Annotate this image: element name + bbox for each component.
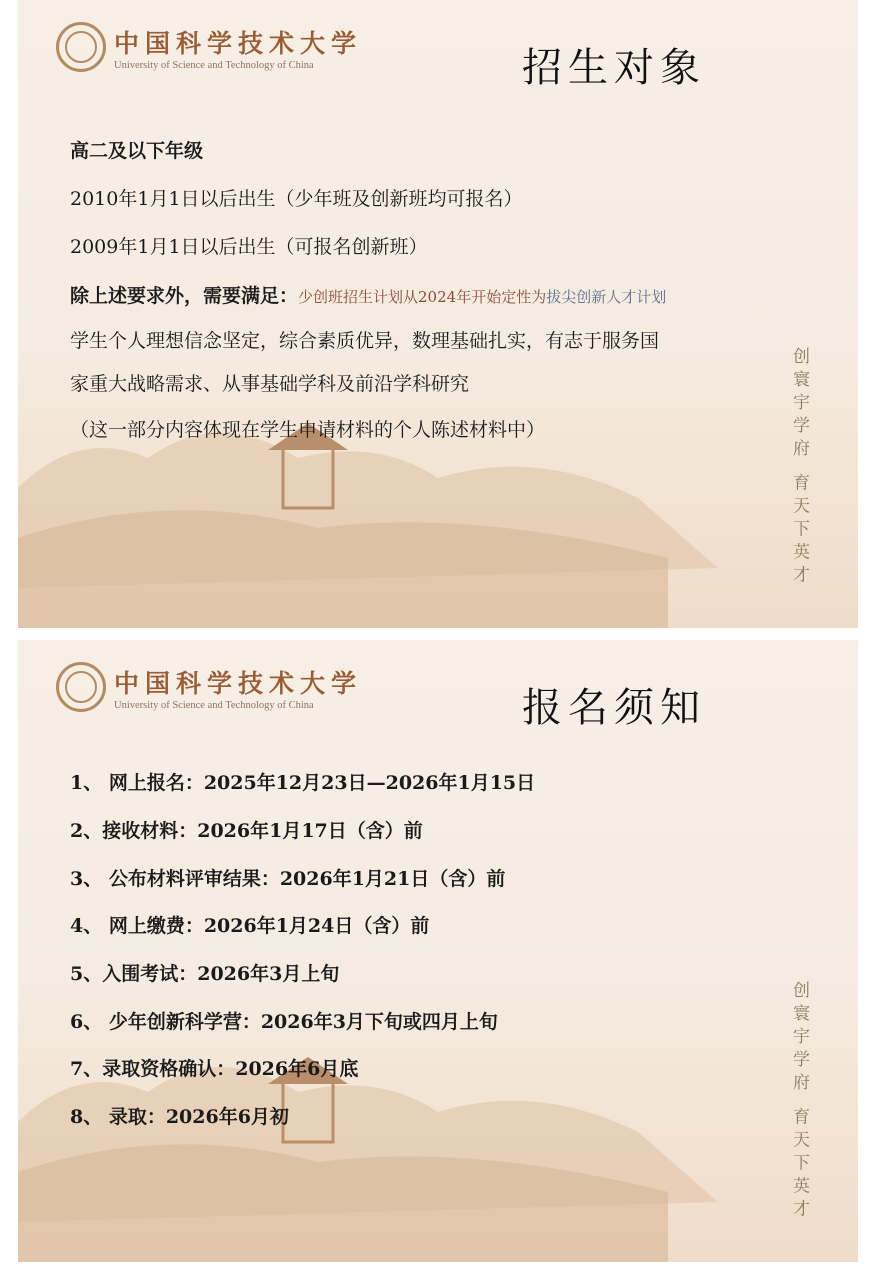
req-note-red: 少创班招生计划从2024年开始定性为 (298, 288, 547, 306)
logo-en: University of Science and Technology of China (114, 59, 314, 71)
req-note-blue: 拔尖创新人才计划 (546, 288, 667, 306)
university-seal-icon (56, 22, 106, 72)
list-item: 3、 公布材料评审结果：2026年1月21日（含）前 (70, 868, 506, 890)
list-item: 6、 少年创新科学营：2026年3月下旬或四月上旬 (70, 1011, 498, 1033)
page-title: 报名须知 (522, 685, 706, 731)
list-item: 7、录取资格确认：2026年6月底 (70, 1058, 359, 1080)
list-item: 2、接收材料：2026年1月17日（含）前 (70, 820, 423, 842)
calligraphy: 创寰宇学府 育天下英才 (789, 346, 809, 588)
landscape-pavilion-image (18, 368, 858, 628)
req-label: 除上述要求外，需要满足： (70, 285, 299, 307)
list-item: 1、 网上报名：2025年12月23日—2026年1月15日 (70, 772, 536, 794)
logo-cn: 中国科学技术大学 (114, 28, 363, 58)
list-item: 8、 录取：2026年6月初 (70, 1106, 289, 1128)
landscape-pavilion-image (18, 1002, 858, 1262)
paragraph-line-2: 家重大战略需求、从事基础学科及前沿学科研究 (70, 373, 470, 395)
slide-registration-notice (18, 640, 858, 1262)
list-item: 4、 网上缴费：2026年1月24日（含）前 (70, 915, 430, 937)
ustc-logo (56, 22, 362, 72)
calligraphy: 创寰宇学府 育天下英才 (789, 980, 809, 1222)
logo-en: University of Science and Technology of China (114, 699, 314, 711)
birth-requirement-1: 2010年1月1日以后出生（少年班及创新班均可报名） (70, 188, 523, 210)
grade-requirement: 高二及以下年级 (70, 140, 204, 162)
university-seal-icon (56, 662, 106, 712)
birth-requirement-2: 2009年1月1日以后出生（可报名创新班） (70, 236, 428, 258)
paragraph-note: （这一部分内容体现在学生申请材料的个人陈述材料中） (70, 419, 546, 441)
paragraph-line-1: 学生个人理想信念坚定，综合素质优异，数理基础扎实，有志于服务国 (70, 330, 660, 352)
page-title: 招生对象 (522, 45, 706, 91)
additional-requirement (70, 281, 666, 308)
list-item: 5、入围考试：2026年3月上旬 (70, 963, 340, 985)
ustc-logo (56, 662, 362, 712)
logo-cn: 中国科学技术大学 (114, 668, 363, 698)
slide-enrollment-targets (18, 0, 858, 628)
